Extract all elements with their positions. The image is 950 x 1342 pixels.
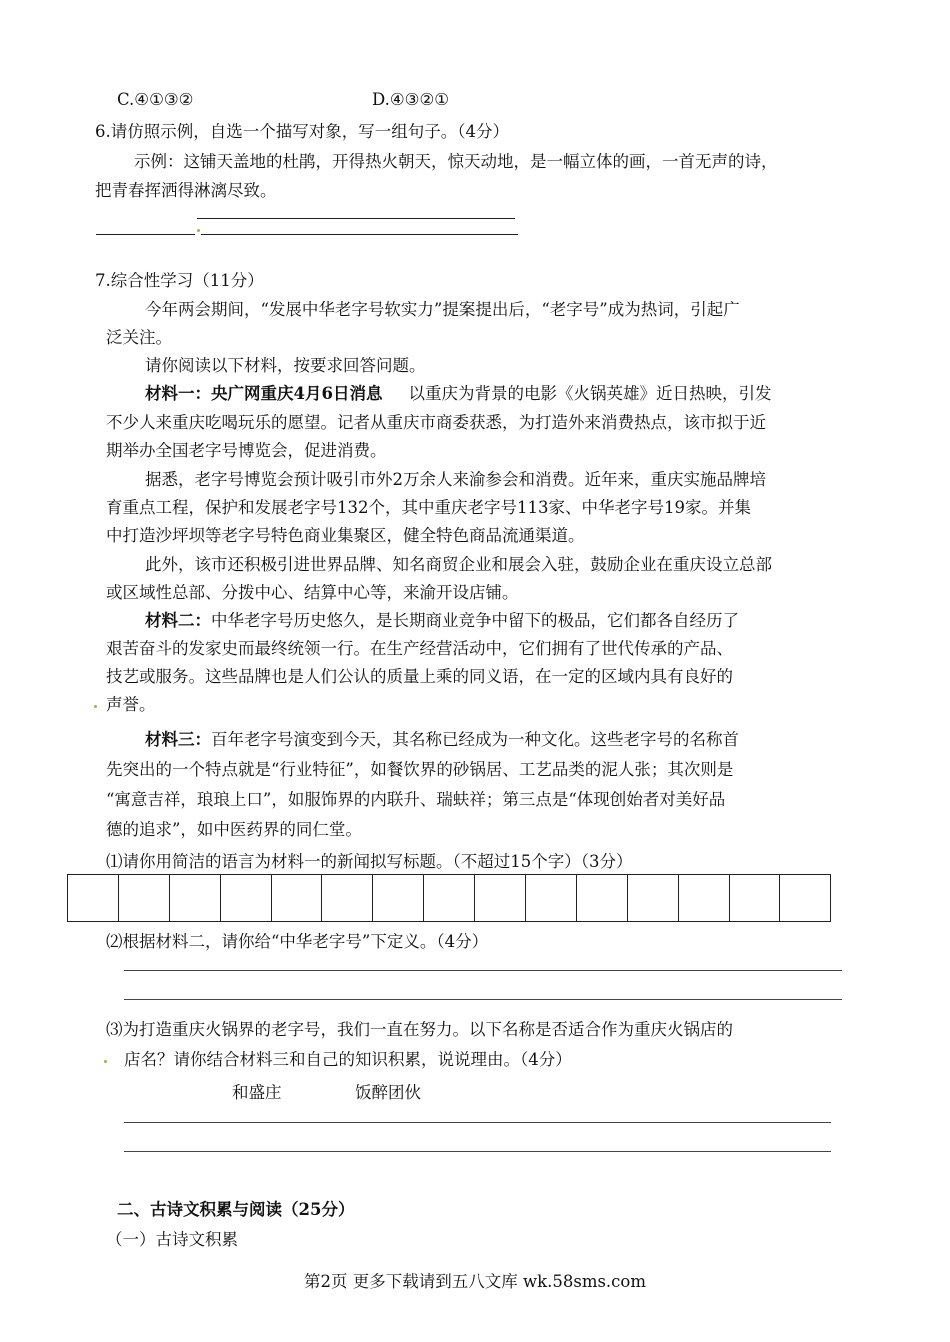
shop-name-2: 饭醉团伙 xyxy=(355,1083,421,1102)
material-1-p2-line-1: 据悉，老字号博览会预计吸引市外2万余人来渝参会和消费。近年来，重庆实施品牌培 xyxy=(145,470,766,489)
stray-mark xyxy=(104,1060,107,1063)
grid-cell[interactable] xyxy=(780,875,831,921)
section-2-subheading: （一）古诗文积累 xyxy=(106,1230,238,1249)
page-footer: 第2页 更多下载请到五八文库 wk.58sms.com xyxy=(304,1272,646,1291)
answer-line[interactable] xyxy=(124,970,842,971)
title-answer-grid[interactable] xyxy=(67,874,831,922)
answer-line xyxy=(96,234,195,235)
material-1-label: 材料一：央广网重庆4月6日消息 xyxy=(145,384,383,403)
answer-line xyxy=(197,218,515,219)
material-3-line-2: 先突出的一个特点就是“行业特征”，如餐饮界的砂锅居、工艺品类的泥人张；其次则是 xyxy=(106,760,734,779)
material-1-line-1 xyxy=(145,380,771,404)
material-2-line-1-text: 中华老字号历史悠久，是长期商业竞争中留下的极品，它们都各自经历了 xyxy=(211,611,739,630)
answer-line[interactable] xyxy=(124,1151,831,1152)
shop-name-1: 和盛庄 xyxy=(232,1083,282,1102)
q7-instruction: 请你阅读以下材料，按要求回答问题。 xyxy=(145,356,426,375)
q6-example-line-2: 把青春挥洒得淋漓尽致。 xyxy=(95,181,277,200)
grid-cell[interactable] xyxy=(221,875,272,921)
sub-question-3-line-2: 店名？请你结合材料三和自己的知识积累，说说理由。（4分） xyxy=(124,1050,572,1069)
material-1-line-3: 期举办全国老字号博览会，促进消费。 xyxy=(106,441,387,460)
option-c: C.④①③② xyxy=(117,90,194,109)
q7-intro-line-2: 泛关注。 xyxy=(106,328,172,347)
grid-cell[interactable] xyxy=(628,875,679,921)
stray-mark xyxy=(197,229,200,232)
material-1-line-2: 不少人来重庆吃喝玩乐的愿望。记者从重庆市商委获悉，为打造外来消费热点，该市拟于近 xyxy=(106,413,766,432)
option-d: D.④③②① xyxy=(372,90,450,109)
material-2-line-4: 声誉。 xyxy=(106,695,156,714)
question-6-prompt: 6.请仿照示例，自选一个描写对象，写一组句子。（4分） xyxy=(95,122,509,141)
grid-cell[interactable] xyxy=(373,875,424,921)
sub-question-1: ⑴请你用简洁的语言为材料一的新闻拟写标题。（不超过15个字）（3分） xyxy=(106,852,633,871)
sub-question-3-line-1: ⑶为打造重庆火锅界的老字号，我们一直在努力。以下名称是否适合作为重庆火锅店的 xyxy=(106,1020,733,1039)
grid-cell[interactable] xyxy=(424,875,475,921)
material-3-line-1 xyxy=(145,726,739,750)
q7-intro-line-1: 今年两会期间，“发展中华老字号软实力”提案提出后，“老字号”成为热词，引起广 xyxy=(145,300,740,319)
grid-cell[interactable] xyxy=(577,875,628,921)
grid-cell[interactable] xyxy=(475,875,526,921)
material-1-p3-line-2: 或区域性总部、分拨中心、结算中心等，来渝开设店铺。 xyxy=(106,583,519,602)
q6-example-line-1: 示例：这铺天盖地的杜鹃，开得热火朝天，惊天动地，是一幅立体的画，一首无声的诗， xyxy=(134,152,778,171)
material-1-line-1-text: 以重庆为背景的电影《火锅英雄》近日热映，引发 xyxy=(408,384,772,403)
grid-cell[interactable] xyxy=(68,875,119,921)
grid-cell[interactable] xyxy=(730,875,781,921)
grid-cell[interactable] xyxy=(322,875,373,921)
material-3-line-3: “寓意吉祥，琅琅上口”，如服饰界的内联升、瑞蚨祥；第三点是“体现创始者对美好品 xyxy=(106,790,726,809)
material-1-p2-line-3: 中打造沙坪坝等老字号特色商业集聚区，健全特色商品流通渠道。 xyxy=(106,526,585,545)
grid-cell[interactable] xyxy=(526,875,577,921)
answer-line[interactable] xyxy=(124,999,842,1000)
material-1-p3-line-1: 此外，该市还积极引进世界品牌、知名商贸企业和展会入驻，鼓励企业在重庆设立总部 xyxy=(145,555,772,574)
answer-line xyxy=(201,234,518,235)
material-1-p2-line-2: 育重点工程，保护和发展老字号132个，其中重庆老字号113家、中华老字号19家。并集 xyxy=(106,498,751,517)
stray-mark xyxy=(94,705,97,708)
material-2-line-3: 技艺或服务。这些品牌也是人们公认的质量上乘的同义语，在一定的区域内具有良好的 xyxy=(106,667,733,686)
material-2-line-2: 艰苦奋斗的发家史而最终统领一行。在生产经营活动中，它们拥有了世代传承的产品、 xyxy=(106,639,733,658)
material-3-line-4: 德的追求”，如中医药界的同仁堂。 xyxy=(106,820,362,839)
answer-line[interactable] xyxy=(124,1122,831,1123)
material-3-label: 材料三： xyxy=(145,730,211,749)
section-2-heading: 二、古诗文积累与阅读（25分） xyxy=(117,1200,355,1219)
grid-cell[interactable] xyxy=(119,875,170,921)
material-2-line-1 xyxy=(145,607,739,631)
material-3-line-1-text: 百年老字号演变到今天，其名称已经成为一种文化。这些老字号的名称首 xyxy=(211,730,739,749)
grid-cell[interactable] xyxy=(679,875,730,921)
grid-cell[interactable] xyxy=(170,875,221,921)
sub-question-2: ⑵根据材料二，请你给“中华老字号”下定义。（4分） xyxy=(106,932,489,951)
question-7-heading: 7.综合性学习（11分） xyxy=(95,271,264,290)
grid-cell[interactable] xyxy=(272,875,323,921)
material-2-label: 材料二： xyxy=(145,611,211,630)
